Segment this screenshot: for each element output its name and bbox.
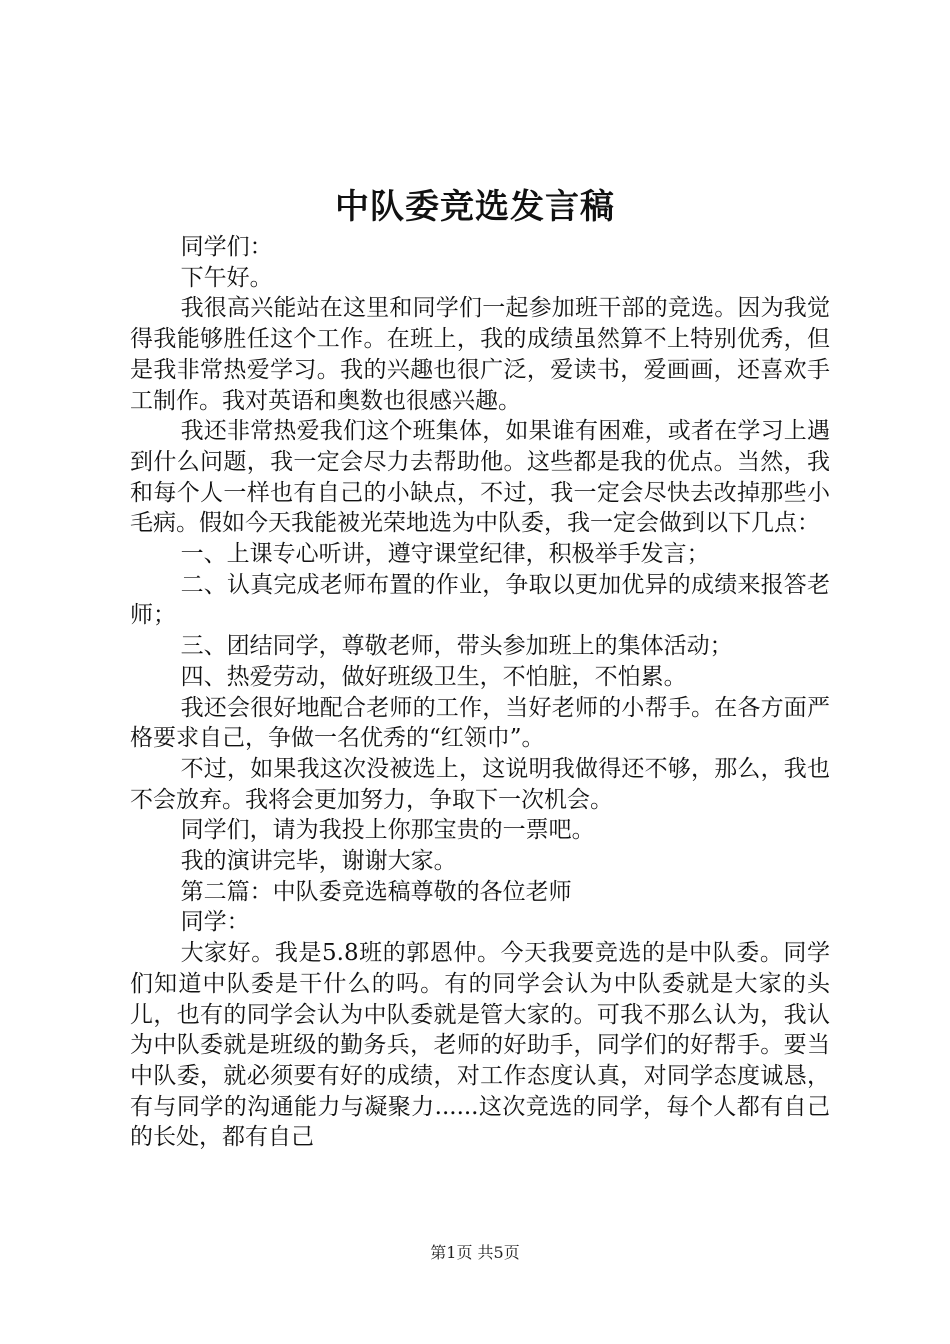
- paragraph: 四、热爱劳动，做好班级卫生，不怕脏，不怕累。: [180, 663, 687, 690]
- paragraph: 一、上课专心听讲，遵守课堂纪律，积极举手发言；: [180, 541, 710, 568]
- paragraph: 同学们，请为我投上你那宝贵的一票吧。: [180, 817, 595, 844]
- paragraph: 第二篇：中队委竞选稿尊敬的各位老师: [180, 878, 572, 905]
- paragraph: 三、团结同学，尊敬老师，带头参加班上的集体活动；: [180, 633, 733, 660]
- paragraph: 下午好。: [180, 264, 273, 291]
- paragraph: 同学们：: [180, 234, 273, 260]
- paragraph: 我的演讲完毕，谢谢大家。: [180, 848, 457, 875]
- paragraph: 同学：: [180, 909, 250, 936]
- page-footer: 第1页 共5页: [430, 1243, 520, 1262]
- paragraph: 不过，如果我这次没被选上，这说明我做得还不够，那么，我也不会放弃。我将会更加努力，争取下一次机会。: [130, 755, 830, 813]
- paragraph: 二、认真完成老师布置的作业，争取以更加优异的成绩来报答老师；: [130, 571, 830, 629]
- paragraph: 我还会很好地配合老师的工作，当好老师的小帮手。在各方面严格要求自己，争做一名优秀的“红领巾”。: [130, 694, 830, 752]
- paragraph: 大家好。我是5.8班的郭恩仲。今天我要竞选的是中队委。同学们知道中队委是干什么的吗。有的同学会认为中队委就是大家的头儿，也有的同学会认为中队委就是管大家的。可我不那么认为，我认为中队委就是班级的勤务兵，老师的好助手，同学们的好帮手。要当中队委，就必须要有好的成绩，对工作态度认真，对同学态度诚恳，有与同学的沟通能力与凝聚力......这次竞选的同学，每个人都有自己的长处，都有自己: [130, 940, 830, 1151]
- document-title: 中队委竞选发言稿: [335, 187, 615, 227]
- paragraph: 我很高兴能站在这里和同学们一起参加班干部的竞选。因为我觉得我能够胜任这个工作。在班上，我的成绩虽然算不上特别优秀，但是我非常热爱学习。我的兴趣也很广泛，爱读书，爱画画，还喜欢手工制作。我对英语和奥数也很感兴趣。: [130, 295, 830, 414]
- paragraph: 我还非常热爱我们这个班集体，如果谁有困难，或者在学习上遇到什么问题，我一定会尽力去帮助他。这些都是我的优点。当然，我和每个人一样也有自己的小缺点，不过，我一定会尽快去改掉那些小毛病。假如今天我能被光荣地选为中队委，我一定会做到以下几点：: [130, 418, 830, 537]
- document-body: [130, 232, 830, 1153]
